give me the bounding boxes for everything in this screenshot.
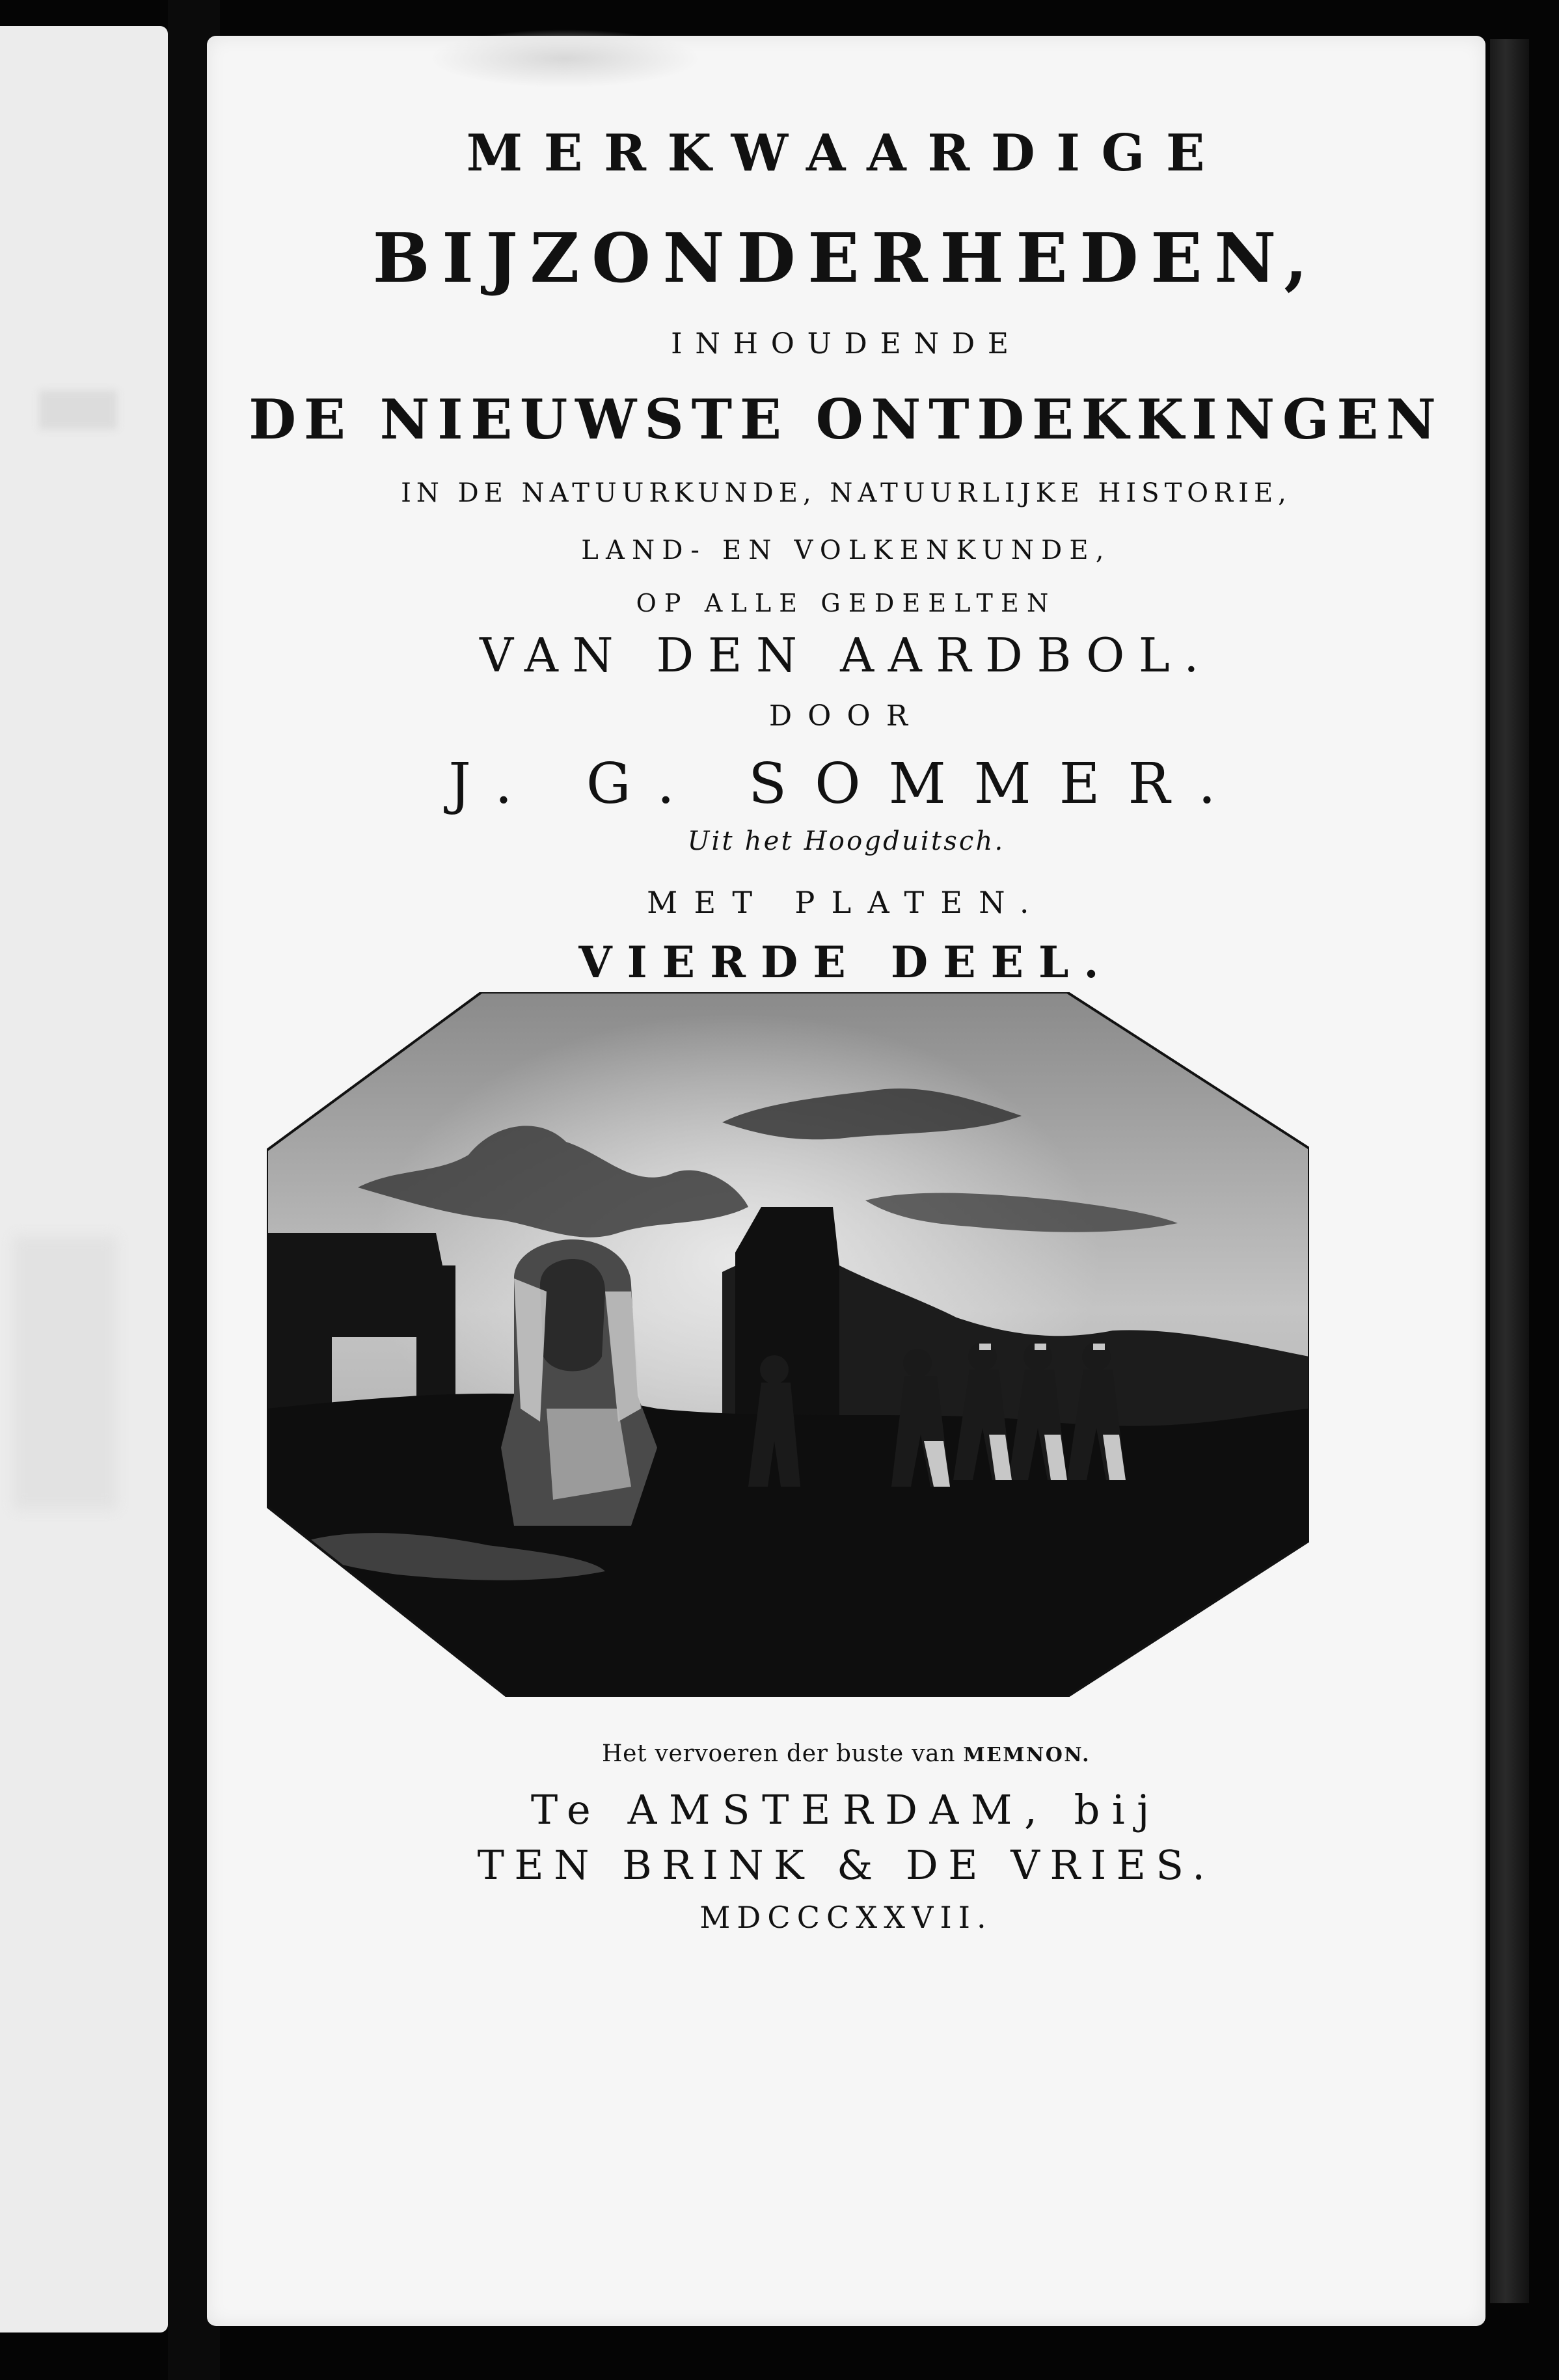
title-line-4: DE NIEUWSTE ONTDEKKINGEN <box>249 387 1444 452</box>
subtitle-line-1: IN DE NATUURKUNDE, NATUURLIJKE HISTORIE, <box>401 478 1292 508</box>
engraved-plate <box>267 992 1309 1697</box>
plate-caption <box>207 1740 1485 1767</box>
plate-illustration <box>267 992 1309 1697</box>
bleed-through-mark <box>39 390 117 429</box>
left-page-edge <box>0 26 168 2333</box>
subtitle-line-4: VAN DEN AARDBOL. <box>480 628 1213 683</box>
plate-caption-name: MEMNON. <box>963 1744 1091 1766</box>
imprint-year: MDCCCXXVII. <box>699 1900 993 1935</box>
bleed-through-mark <box>13 1236 117 1509</box>
title-line-3: INHOUDENDE <box>671 327 1022 360</box>
translation-note: Uit het Hoogduitsch. <box>687 826 1005 856</box>
title-line-1: MERKWAARDIGE <box>466 124 1227 183</box>
author-name: J. G. SOMMER. <box>448 751 1244 817</box>
imprint-place: Te AMSTERDAM, bij <box>530 1786 1162 1833</box>
subtitle-line-3: OP ALLE GEDEELTEN <box>636 589 1057 617</box>
by-line: DOOR <box>768 699 924 733</box>
illustrations-note: MET PLATEN. <box>647 885 1046 920</box>
volume-label: VIERDE DEEL. <box>578 937 1114 988</box>
imprint-publisher: TEN BRINK & DE VRIES. <box>477 1841 1215 1889</box>
plate-caption-text: Het vervoeren der buste van <box>601 1740 964 1767</box>
title-page <box>207 36 1485 2326</box>
paper-stain <box>428 29 701 88</box>
title-line-2: BIJZONDERHEDEN, <box>372 218 1320 298</box>
subtitle-line-2: LAND- EN VOLKENKUNDE, <box>581 535 1111 565</box>
book-cover-edge <box>1490 39 1529 2303</box>
